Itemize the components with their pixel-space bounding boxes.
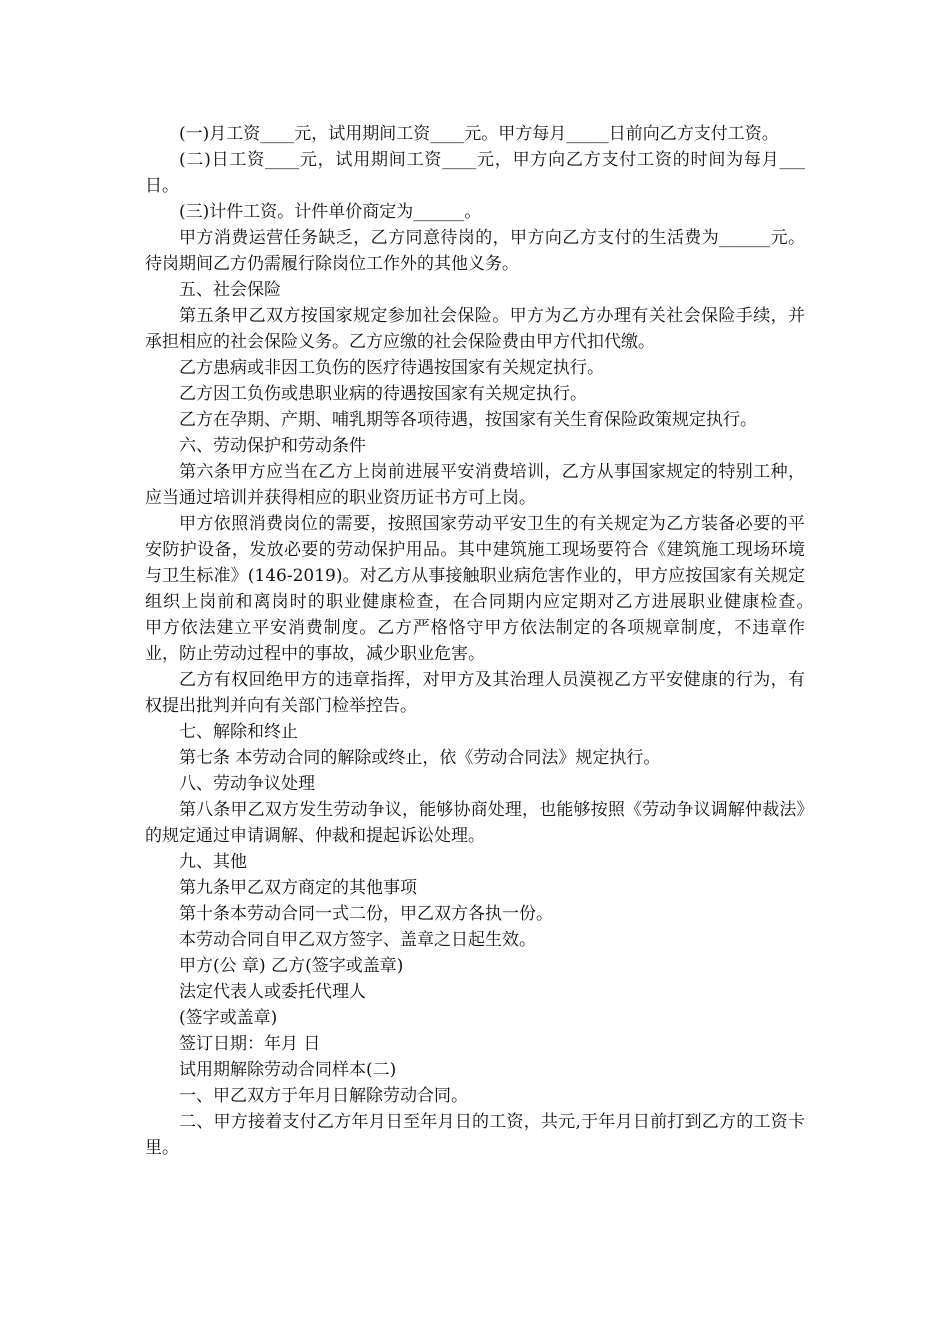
signing-date: 签订日期：年月 日 [179, 1034, 321, 1054]
section-heading-social-insurance: 五、社会保险 [179, 280, 281, 300]
paragraph-standby-allowance: 甲方消费运营任务缺乏，乙方同意待岗的，甲方向乙方支付的生活费为______元。待岗期间乙方仍需履行除岗位工作外的其他义务。 [145, 228, 805, 274]
paragraph-work-injury: 乙方因工负伤或患职业病的待遇按国家有关规定执行。 [179, 384, 587, 404]
document-body [145, 121, 839, 1161]
section-heading-labor-protection: 六、劳动保护和劳动条件 [179, 436, 366, 456]
signature-parties: 甲方(公 章) 乙方(签字或盖章) [179, 956, 404, 976]
sample-item-2: 二、甲方接着支付乙方年月日至年月日的工资，共元,于年月日前打到乙方的工资卡里。 [145, 1112, 805, 1158]
paragraph-daily-wage: (二)日工资____元，试用期间工资____元，甲方向乙方支付工资的时间为每月___日。 [145, 150, 805, 196]
paragraph-piece-wage: (三)计件工资。计件单价商定为______。 [179, 202, 482, 222]
paragraph-right-to-refuse: 乙方有权回绝甲方的违章指挥，对甲方及其治理人员漠视乙方平安健康的行为，有权提出批判并向有关部门检举控告。 [145, 670, 805, 716]
sample-item-1: 一、甲乙双方于年月日解除劳动合同。 [179, 1086, 468, 1106]
section-heading-other: 九、其他 [179, 852, 247, 872]
paragraph-article-9: 第九条甲乙双方商定的其他事项 [179, 878, 417, 898]
paragraph-article-10: 第十条本劳动合同一式二份，甲乙双方各执一份。 [179, 904, 553, 924]
section-heading-dispute: 八、劳动争议处理 [179, 774, 315, 794]
signature-representative: 法定代表人或委托代理人 [179, 982, 366, 1002]
paragraph-monthly-wage: (一)月工资____元，试用期间工资____元。甲方每月_____日前向乙方支付工资。 [179, 124, 779, 144]
section-heading-termination: 七、解除和终止 [179, 722, 298, 742]
signature-note: (签字或盖章) [179, 1008, 278, 1028]
paragraph-article-5: 第五条甲乙双方按国家规定参加社会保险。甲方为乙方办理有关社会保险手续，并承担相应的社会保险义务。乙方应缴的社会保险费由甲方代扣代缴。 [145, 306, 805, 352]
paragraph-article-6: 第六条甲方应当在乙方上岗前进展平安消费培训，乙方从事国家规定的特别工种，应当通过培训并获得相应的职业资历证书方可上岗。 [145, 462, 805, 508]
paragraph-effective: 本劳动合同自甲乙双方签字、盖章之日起生效。 [179, 930, 536, 950]
paragraph-article-8: 第八条甲乙双方发生劳动争议，能够协商处理，也能够按照《劳动争议调解仲裁法》的规定通过申请调解、仲裁和提起诉讼处理。 [145, 800, 805, 846]
paragraph-safety-equipment: 甲方依照消费岗位的需要，按照国家劳动平安卫生的有关规定为乙方装备必要的平安防护设备，发放必要的劳动保护用品。其中建筑施工现场要符合《建筑施工现场环境与卫生标准》(146-2019)。对乙方从事接触职业病危害作业的，甲方应按国家有关规定组织上岗前和离岗时的职业健康检查，在合同期内应定期对乙方进展职业健康检查。 甲方依法建立平安消费制度。乙方严格恪守甲方依法制定的各项规章制度，不违章作业，防止劳动过程中的事故，减少职业危害。 [145, 514, 839, 664]
paragraph-maternity: 乙方在孕期、产期、哺乳期等各项待遇，按国家有关生育保险政策规定执行。 [179, 410, 757, 430]
sample-title-2: 试用期解除劳动合同样本(二) [179, 1060, 397, 1080]
paragraph-illness-treatment: 乙方患病或非因工负伤的医疗待遇按国家有关规定执行。 [179, 358, 604, 378]
paragraph-article-7: 第七条 本劳动合同的解除或终止，依《劳动合同法》规定执行。 [179, 748, 661, 768]
